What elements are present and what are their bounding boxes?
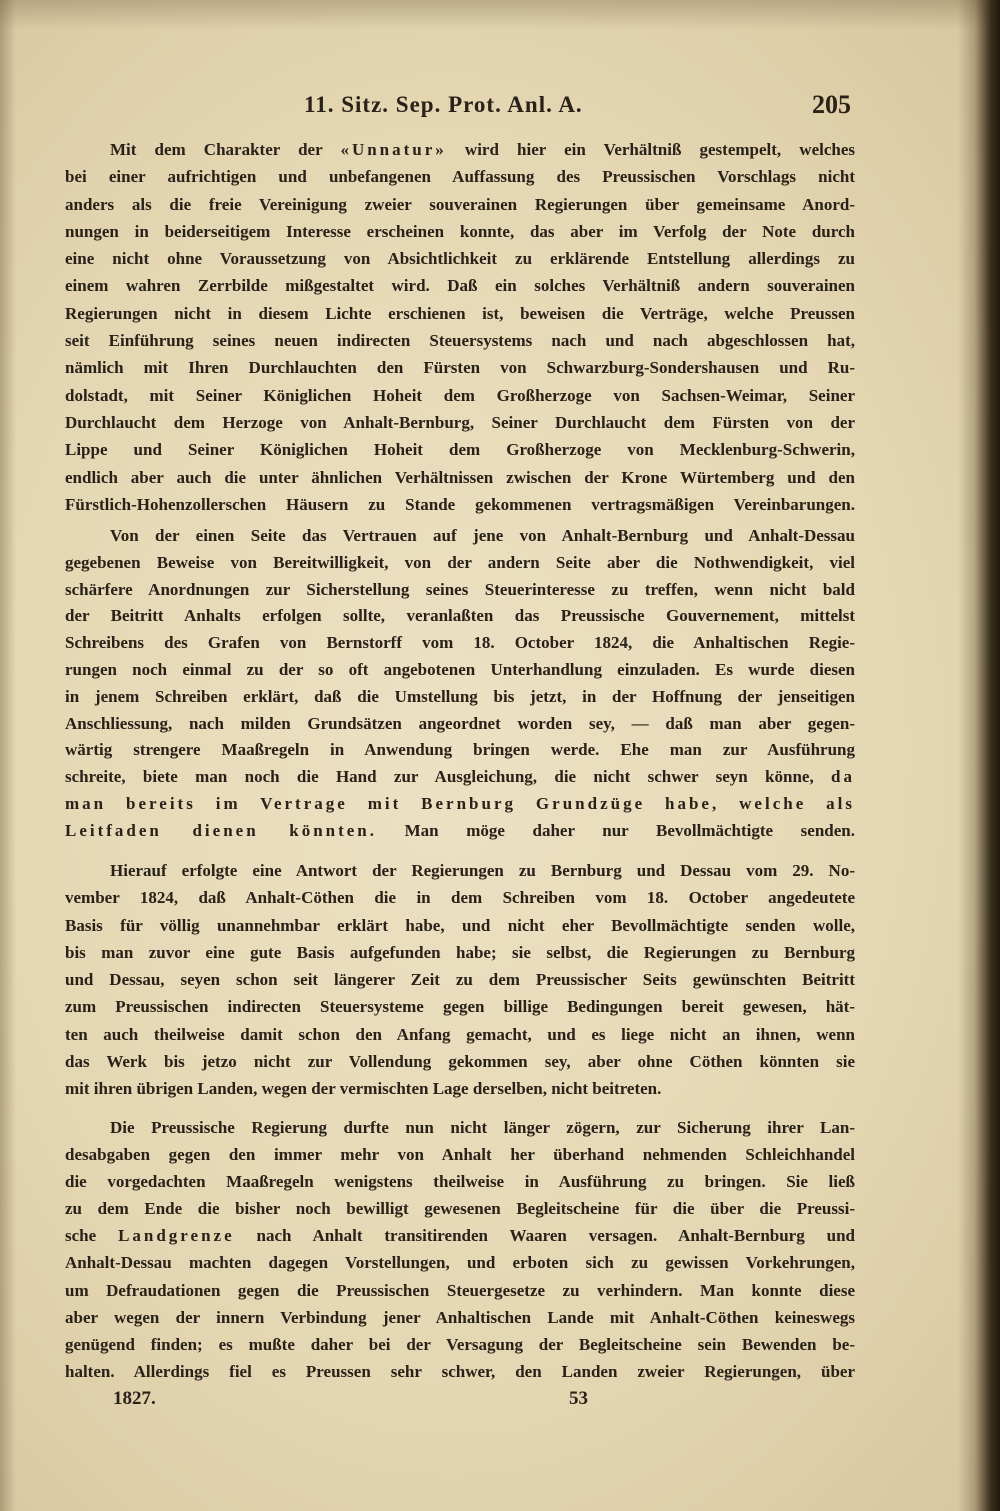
line-text: in jenem Schreiben erklärt, daß die Umstellung bis jetzt, in der Hoffnung der jenseitigen [65, 686, 855, 706]
line-text: der Beitritt Anhalts erfolgen sollte, veranlaßten das Preussische Gouvernement, mittelst [65, 606, 855, 626]
line-text: Fürstlich-Hohenzollerschen Häusern zu Stande gekommenen vertragsmäßigen Vereinbarungen. [65, 494, 855, 514]
paragraph-4 [65, 1114, 855, 1385]
text-line [65, 1331, 855, 1358]
line-text: Die Preussische Regierung durfte nun nicht länger zögern, zur Sicherung ihrer Lan- [110, 1118, 855, 1137]
spaced-emphasis-text: da [831, 767, 855, 787]
text-line [65, 163, 855, 190]
line-text: rungen noch einmal zu der so oft angebotenen Unterhandlung einzuladen. Es wurde diesen [65, 659, 855, 679]
paragraph-3 [65, 857, 855, 1103]
text-line [65, 711, 855, 738]
line-text: dolstadt, mit Seiner Königlichen Hoheit dem Großherzoge von Sachsen-Weimar, Seiner [65, 385, 855, 405]
footer-year: 1827. [113, 1388, 156, 1409]
line-text: gegebenen Beweise von Bereitwilligkeit, von der andern Seite aber die Nothwendigkeit, viel [65, 552, 855, 572]
line-text: Basis für völlig unannehmbar erklärt habe, und nicht eher Bevollmächtigte senden wolle, [65, 915, 855, 935]
text-line [65, 1358, 855, 1385]
text-line [65, 354, 855, 381]
line-text: Schreibens des Grafen von Bernstorff vom 18. October 1824, die Anhaltischen Regie- [65, 633, 855, 653]
text-line [65, 993, 855, 1020]
line-text: nach Anhalt transitirenden Waaren versagen. Anhalt-Bernburg und [234, 1226, 855, 1246]
line-text: bei einer aufrichtigen und unbefangenen Auffassung des Preussischen Vorschlags nicht [65, 167, 855, 187]
line-text: desabgaben gegen den immer mehr von Anhalt her überhand nehmenden Schleichhandel [65, 1145, 855, 1165]
text-line [65, 966, 855, 993]
line-text: Von der einen Seite das Vertrauen auf jene von Anhalt-Bernburg und Anhalt-Dessau [110, 526, 855, 545]
text-line [65, 1168, 855, 1195]
text-line [65, 436, 855, 463]
line-text: schärfere Anordnungen zur Sicherstellung seines Steuerinteresse zu treffen, wenn nicht bald [65, 579, 855, 599]
text-line [65, 1222, 855, 1249]
text-line [65, 1249, 855, 1276]
line-text: halten. Allerdings fiel es Preussen sehr schwer, den Landen zweier Regierungen, über [65, 1361, 855, 1381]
line-text: sche [65, 1226, 119, 1246]
text-line [65, 1075, 855, 1102]
line-text: Lippe und Seiner Königlichen Hoheit dem Großherzoge von Mecklenburg-Schwerin, [65, 440, 855, 460]
line-text: seit Einführung seines neuen indirecten Steuersystems nach und nach abgeschlossen hat, [65, 331, 855, 351]
line-text: um Defraudationen gegen die Preussischen Steuergesetze zu verhindern. Man konnte diese [65, 1280, 855, 1300]
text-line [65, 791, 855, 818]
line-text: vember 1824, daß Anhalt-Cöthen die in dem Schreiben vom 18. October angedeutete [65, 888, 855, 908]
text-line [65, 327, 855, 354]
text-line [65, 1141, 855, 1168]
line-text: nämlich mit Ihren Durchlauchten den Fürsten von Schwarzburg-Sondershausen und Ru- [65, 358, 855, 378]
text-line [65, 523, 855, 550]
text-line [65, 1021, 855, 1048]
line-text: Durchlaucht dem Herzoge von Anhalt-Bernburg, Seiner Durchlaucht dem Fürsten von der [65, 412, 855, 432]
text-line [65, 191, 855, 218]
text-line [65, 684, 855, 711]
line-text: schreite, biete man noch die Hand zur Ausgleichung, die nicht schwer seyn könne, [65, 767, 832, 787]
line-text: aber wegen der innern Verbindung jener Anhaltischen Lande mit Anhalt-Cöthen keineswegs [65, 1307, 855, 1327]
text-line [65, 630, 855, 657]
text-line [65, 1304, 855, 1331]
scan-shadow-right [958, 0, 1000, 1511]
line-text: anders als die freie Vereinigung zweier souverainen Regierungen über gemeinsame Anord- [65, 194, 855, 214]
line-text: Anschliessung, nach milden Grundsätzen angeordnet worden sey, — daß man aber gegen- [65, 713, 855, 733]
line-text: Anhalt-Dessau machten dagegen Vorstellungen, und erboten sich zu gewissen Vorkehrungen, [65, 1253, 855, 1273]
text-line [65, 136, 855, 163]
text-line [65, 884, 855, 911]
line-text: ten auch theilweise damit schon den Anfang gemacht, und es liege nicht an ihnen, wenn [65, 1024, 855, 1044]
line-text: nungen in beiderseitigem Interesse erscheinen konnte, das aber im Verfolg der Note durch [65, 221, 855, 241]
text-line [65, 550, 855, 577]
text-line [65, 939, 855, 966]
line-text: Hierauf erfolgte eine Antwort der Regierungen zu Bernburg und Dessau vom 29. No- [110, 861, 855, 880]
text-line [65, 1048, 855, 1075]
text-line [65, 464, 855, 491]
text-line [65, 300, 855, 327]
line-text: mit ihren übrigen Landen, wegen der vermischten Lage derselben, nicht beitreten. [65, 1079, 662, 1099]
line-text: wärtig strengere Maaßregeln in Anwendung bringen werde. Ehe man zur Ausführung [65, 740, 855, 760]
line-text: zu dem Ende die bisher noch bewilligt gewesenen Begleitscheine für die über die Preussi- [65, 1199, 855, 1219]
line-text: genügend finden; es mußte daher bei der Versagung der Begleitscheine sein Bewenden be- [65, 1334, 855, 1354]
line-text: Man möge daher nur Bevollmächtigte senden. [377, 820, 855, 840]
text-line [65, 1195, 855, 1222]
text-line [65, 218, 855, 245]
text-line [65, 272, 855, 299]
line-text: zum Preussischen indirecten Steuersysteme gegen billige Bedingungen bereit gewesen, hät- [65, 997, 855, 1017]
line-text: eine nicht ohne Voraussetzung von Absichtlichkeit zu erklärende Entstellung allerdings zu [65, 249, 855, 269]
text-line [65, 657, 855, 684]
text-line [65, 409, 855, 436]
paragraph-1 [65, 136, 855, 518]
running-header-title: 11. Sitz. Sep. Prot. Anl. A. [304, 92, 583, 117]
footer-sheet-number: 53 [569, 1388, 588, 1409]
paragraph-2 [65, 523, 855, 845]
line-text: einem wahren Zerrbilde mißgestaltet wird. Daß ein solches Verhältniß andern souverainen [65, 276, 855, 296]
spaced-emphasis-text: Leitfaden dienen könnten. [65, 820, 378, 840]
line-text: Mit dem Charakter der [110, 140, 341, 159]
text-line [65, 1277, 855, 1304]
line-text: bis man zuvor eine gute Basis aufgefunden habe; sie selbst, die Regierungen zu Bernburg [65, 942, 855, 962]
spaced-emphasis-text: «Unnatur» [340, 140, 447, 159]
text-line [65, 1114, 855, 1141]
scan-shadow-top [0, 0, 1000, 30]
text-line [65, 577, 855, 604]
line-text: das Werk bis jetzo nicht zur Vollendung gekommen sey, aber ohne Cöthen könnten sie [65, 1052, 855, 1072]
line-text: endlich aber auch die unter ähnlichen Verhältnissen zwischen der Krone Würtemberg und den [65, 467, 855, 487]
text-line [65, 737, 855, 764]
text-line [65, 245, 855, 272]
scan-shadow-left [0, 0, 16, 1511]
page-number: 205 [812, 90, 851, 119]
line-text: die vorgedachten Maaßregeln wenigstens theilweise in Ausführung zu bringen. Sie ließ [65, 1172, 855, 1192]
text-line [65, 857, 855, 884]
text-line [65, 818, 855, 845]
text-line [65, 491, 855, 518]
line-text: und Dessau, seyen schon seit längerer Zeit zu dem Preussischer Seits gewünschten Beitritt [65, 970, 855, 990]
line-text: Regierungen nicht in diesem Lichte erschienen ist, beweisen die Verträge, welche Preussen [65, 303, 855, 323]
text-line [65, 382, 855, 409]
text-line [65, 764, 855, 791]
spaced-emphasis-text: Landgrenze [118, 1226, 235, 1246]
text-line [65, 603, 855, 630]
spaced-emphasis-text: man bereits im Vertrage mit Bernburg Grundzüge habe, welche als [65, 793, 855, 813]
line-text: wird hier ein Verhältniß gestempelt, welches [446, 140, 855, 159]
text-line [65, 912, 855, 939]
